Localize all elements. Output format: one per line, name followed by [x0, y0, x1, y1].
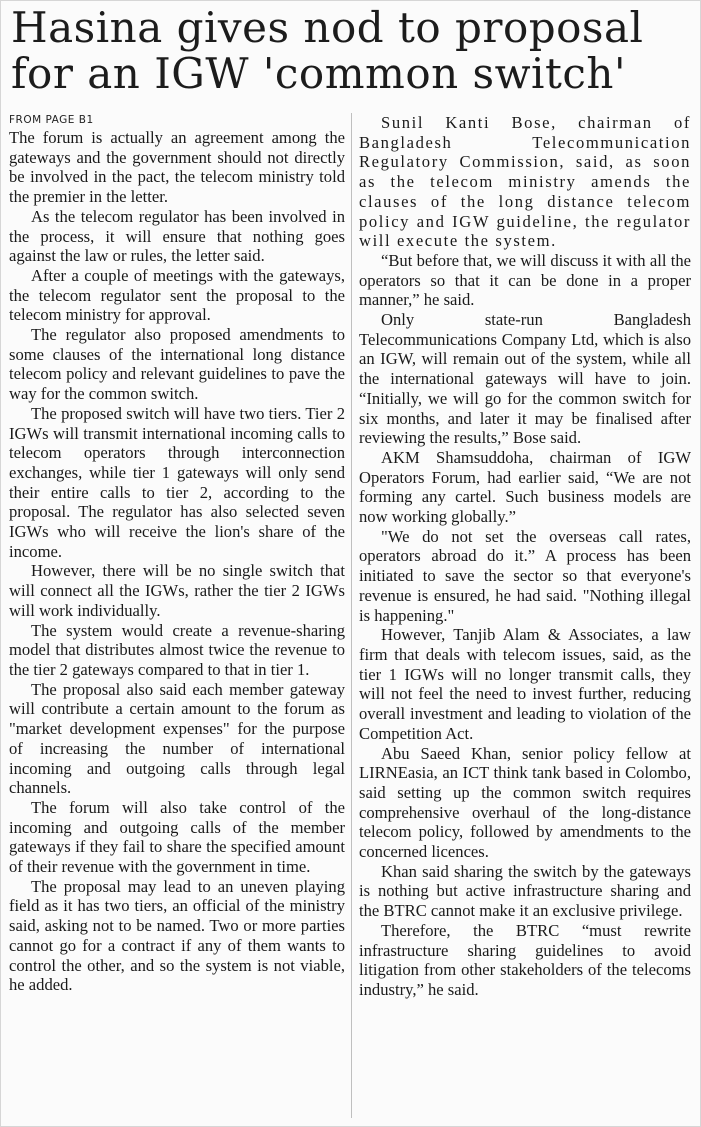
paragraph: Khan said sharing the switch by the gateways is nothing but active infrastructure sharing and the BTRC cannot make it an exclusive privilege. [359, 861, 691, 921]
paragraph: The proposed switch will have two tiers. Tier 2 IGWs will transmit international incoming calls to telecom operators through interconnection exchanges, while tier 1 gateways will only send their entire calls to tier 2, according to the proposal. The regulator has also selected seven IGWs who will receive the lion's share of the income. [9, 403, 345, 561]
paragraph: The forum is actually an agreement among the gateways and the government should not directly be involved in the pact, the telecom ministry told the premier in the letter. [9, 128, 345, 207]
paragraph: As the telecom regulator has been involved in the process, it will ensure that nothing goes against the law or rules, the letter said. [9, 206, 345, 266]
paragraph: "We do not set the overseas call rates, operators abroad do it.” A process has been initiated to save the sector so that everyone's revenue is ensured, he had said. "Nothing illegal is happening." [359, 526, 691, 625]
paragraph: The proposal may lead to an uneven playing field as it has two tiers, an official of the ministry said, asking not to be named. Two or more parties cannot go for a contract if any of them wants to control the other, and so the system is not viable, he added. [9, 876, 345, 995]
paragraph: AKM Shamsuddoha, chairman of IGW Operators Forum, had earlier said, “We are not forming any cartel. Such business models are now working globally.” [359, 447, 691, 527]
paragraph: The regulator also proposed amendments to some clauses of the international long distance telecom policy and relevant guidelines to pave the way for the common switch. [9, 325, 345, 404]
headline [11, 5, 691, 97]
headline-line-2: for an IGW 'common switch' [11, 49, 626, 98]
left-column [9, 113, 345, 995]
paragraph: Only state-run Bangladesh Telecommunications Company Ltd, which is also an IGW, will remain out of the system, while all the international gateways will have to join. “Initially, we will go for the common switch for six months, and later it may be finalised after reviewing the results,” Bose said. [359, 310, 691, 448]
paragraph: “But before that, we will discuss it with all the operators so that it can be done in a proper manner,” he said. [359, 250, 691, 310]
paragraph: However, Tanjib Alam & Associates, a law firm that deals with telecom issues, said, as the tier 1 IGWs will no longer transmit calls, they will not feel the need to invest further, reducing overall investment and leading to violation of the Competition Act. [359, 625, 691, 743]
column-divider [351, 113, 352, 1118]
paragraph: The proposal also said each member gateway will contribute a certain amount to the forum as "market development expenses" for the purpose of increasing the number of international incoming and outgoing calls through legal channels. [9, 679, 345, 798]
paragraph: The forum will also take control of the incoming and outgoing calls of the member gateways if they fail to share the specified amount of their revenue with the government in time. [9, 797, 345, 877]
paragraph: However, there will be no single switch that will connect all the IGWs, rather the tier 2 IGWs will work individually. [9, 561, 345, 620]
right-column [359, 113, 691, 1000]
paragraph: Abu Saeed Khan, senior policy fellow at LIRNEasia, an ICT think tank based in Colombo, said setting up the common switch requires comprehensive overhaul of the long-distance telecom policy, followed by amendments to the concerned licences. [359, 743, 691, 862]
paragraph: Therefore, the BTRC “must rewrite infrastructure sharing guidelines to avoid litigation from other stakeholders of the telecoms industry,” he said. [359, 920, 691, 999]
paragraph: The system would create a revenue-sharing model that distributes almost twice the revenue to the tier 2 gateways compared to that in tier 1. [9, 620, 345, 679]
paragraph: Sunil Kanti Bose, chairman of Bangladesh Telecommunication Regulatory Commission, said, as soon as the telecom ministry amends the clauses of the long distance telecom policy and IGW guideline, the regulator will execute the system. [359, 113, 691, 251]
paragraph: After a couple of meetings with the gateways, the telecom regulator sent the proposal to the telecom ministry for approval. [9, 265, 345, 325]
kicker: FROM PAGE B1 [9, 114, 94, 126]
headline-line-1: Hasina gives nod to proposal [11, 3, 644, 52]
